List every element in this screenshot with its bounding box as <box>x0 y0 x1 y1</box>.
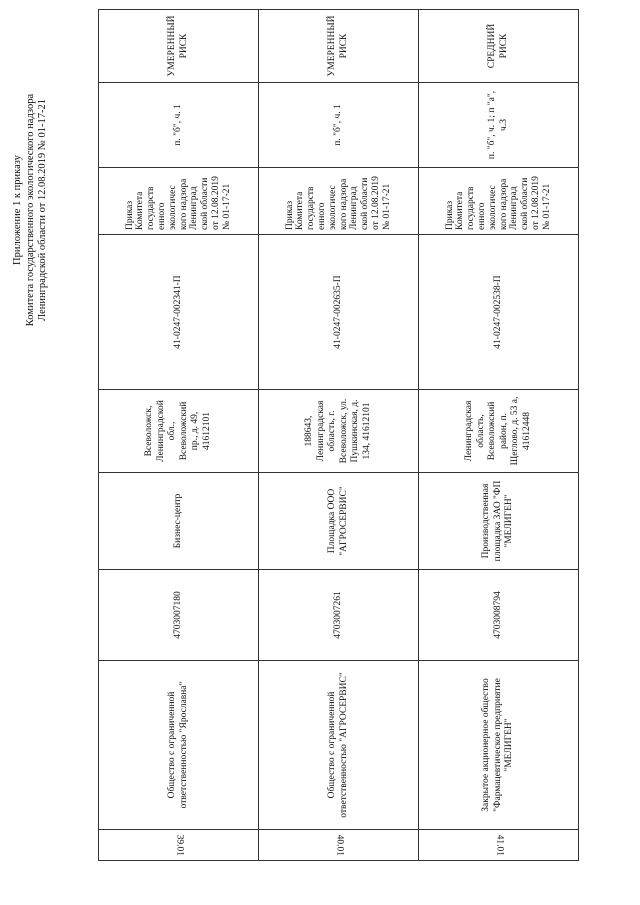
header-line: Приложение 1 к приказу <box>12 155 23 265</box>
risk-category-cell: УМЕРЕННЫЙ РИСК <box>259 10 419 83</box>
order-reference-cell: Приказ Комитета государств енного экологичес кого надзора Ленинград ской области от 12.08.2019 № 01-17-21 <box>259 168 419 235</box>
row-number: 41.01 <box>494 834 505 856</box>
address-cell: Ленинградская область, Всеволожский район, п. Щеглово, д. 53 а, 41612448 <box>419 390 579 473</box>
order-reference-cell: Приказ Комитета государств енного экологичес кого надзора Ленинград ской области от 12.08.2019 № 01-17-21 <box>419 168 579 235</box>
header-line: Ленинградской области от 12.08.2019 № 01-17-21 <box>37 99 48 321</box>
row-number: 39.01 <box>174 834 185 856</box>
row-number-cell <box>99 830 259 861</box>
row-number-cell <box>259 830 419 861</box>
table-row <box>259 10 419 861</box>
address-cell: 188643, Ленинградская область, г. Всеволожск, ул. Пушкинская, д. 134, 41612101 <box>259 390 419 473</box>
criteria-clause-cell: п. "б", ч. 1 <box>99 83 259 168</box>
organization-name-cell: Общество с ограниченной ответственностью "АГРОСЕРВИС" <box>259 661 419 830</box>
object-code-cell: 41-0247-002538-П <box>419 235 579 390</box>
criteria-clause-cell: п. "б", ч. 1; п "а", ч.3 <box>419 83 579 168</box>
object-code-cell: 41-0247-002341-П <box>99 235 259 390</box>
risk-category-cell: УМЕРЕННЫЙ РИСК <box>99 10 259 83</box>
inn-cell: 4703008794 <box>419 570 579 661</box>
inn-cell: 4703007261 <box>259 570 419 661</box>
header-line: Комитета государственного экологического надзора <box>24 93 36 327</box>
object-code-cell: 41-0247-002635-П <box>259 235 419 390</box>
criteria-clause-cell: п. "б", ч. 1 <box>259 83 419 168</box>
object-name-cell: Бизнес-центр <box>99 473 259 570</box>
organization-name-cell: Общество с ограниченной ответственностью "Ярославна" <box>99 661 259 830</box>
organization-name-cell: Закрытое акционерное общество "Фармацевтическое предприятие "МЕЛИГЕН" <box>419 661 579 830</box>
row-number-cell <box>419 830 579 861</box>
table-row <box>419 10 579 861</box>
appendix-header <box>12 30 50 390</box>
order-reference-cell: Приказ Комитета государств енного экологичес кого надзора Ленинград ской области от 12.08.2019 № 01-17-21 <box>99 168 259 235</box>
address-cell: Всеволожск, Ленинградской обл., Всеволожский пр., д. 49, 41612101 <box>99 390 259 473</box>
inn-cell: 4703007180 <box>99 570 259 661</box>
table-row <box>99 10 259 861</box>
registry-table <box>98 9 579 861</box>
row-number: 40.01 <box>334 834 345 856</box>
object-name-cell: Площадка ООО "АГРОСЕРВИС" <box>259 473 419 570</box>
object-name-cell: Производственная площадка ЗАО "ФП "МЕЛИГЕН" <box>419 473 579 570</box>
risk-category-cell: СРЕДНИЙ РИСК <box>419 10 579 83</box>
